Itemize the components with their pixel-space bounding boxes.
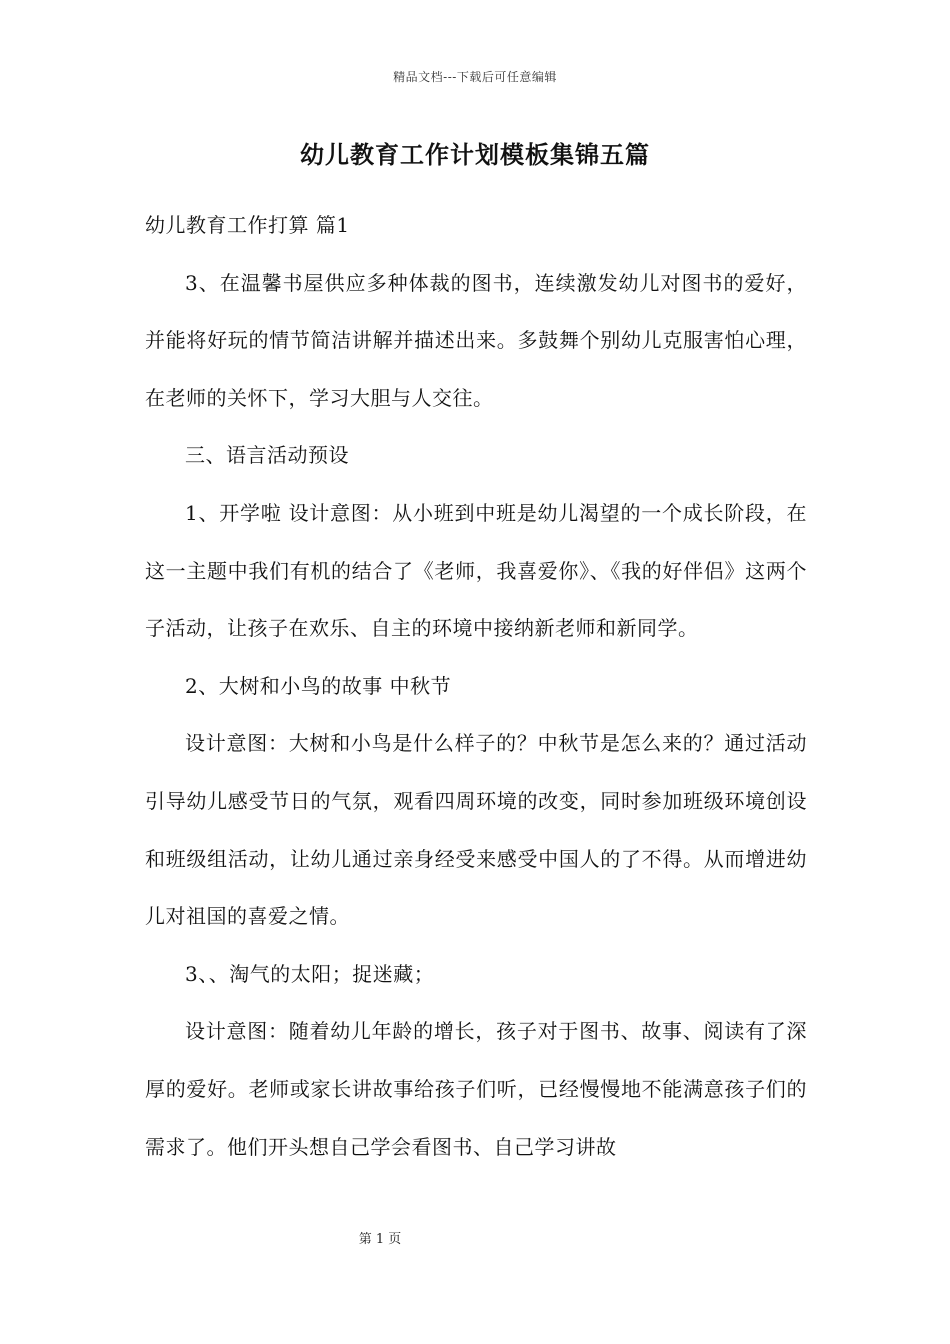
document-title: 幼儿教育工作计划模板集锦五篇: [300, 140, 650, 169]
activity-heading: 3、、淘气的太阳；捉迷藏；: [185, 961, 435, 986]
body-paragraph: 3、在温馨书屋供应多种体裁的图书，连续激发幼儿对图书的爱好，并能将好玩的情节简洁讲解并描述出来。多鼓舞个别幼儿克服害怕心理，在老师的关怀下，学习大胆与人交往。: [145, 270, 807, 410]
section-heading: 幼儿教育工作打算 篇1: [145, 213, 350, 237]
body-paragraph: 1、开学啦 设计意图：从小班到中班是幼儿渴望的一个成长阶段，在这一主题中我们有机的结合了《老师，我喜爱你》、《我的好伴侣》这两个子活动，让孩子在欢乐、自主的环境中接纳新老师和新同学。: [145, 500, 807, 641]
body-paragraph: 设计意图：随着幼儿年龄的增长，孩子对于图书、故事、阅读有了深厚的爱好。老师或家长讲故事给孩子们听，已经慢慢地不能满意孩子们的需求了。他们开头想自己学会看图书、自己学习讲故: [145, 1019, 807, 1159]
header-note: 精品文档---下载后可任意编辑: [393, 70, 557, 84]
activity-heading: 2、大树和小鸟的故事 中秋节: [185, 673, 452, 698]
body-paragraph: 设计意图：大树和小鸟是什么样子的？中秋节是怎么来的？通过活动引导幼儿感受节日的气氛，观看四周环境的改变，同时参加班级环境创设和班级组活动，让幼儿通过亲身经受来感受中国人的了不得。从而增进幼儿对祖国的喜爱之情。: [145, 731, 807, 929]
document-body: [145, 197, 807, 1176]
page-number: 第 1 页: [358, 1232, 402, 1247]
subsection-heading: 三、语言活动预设: [185, 443, 349, 468]
